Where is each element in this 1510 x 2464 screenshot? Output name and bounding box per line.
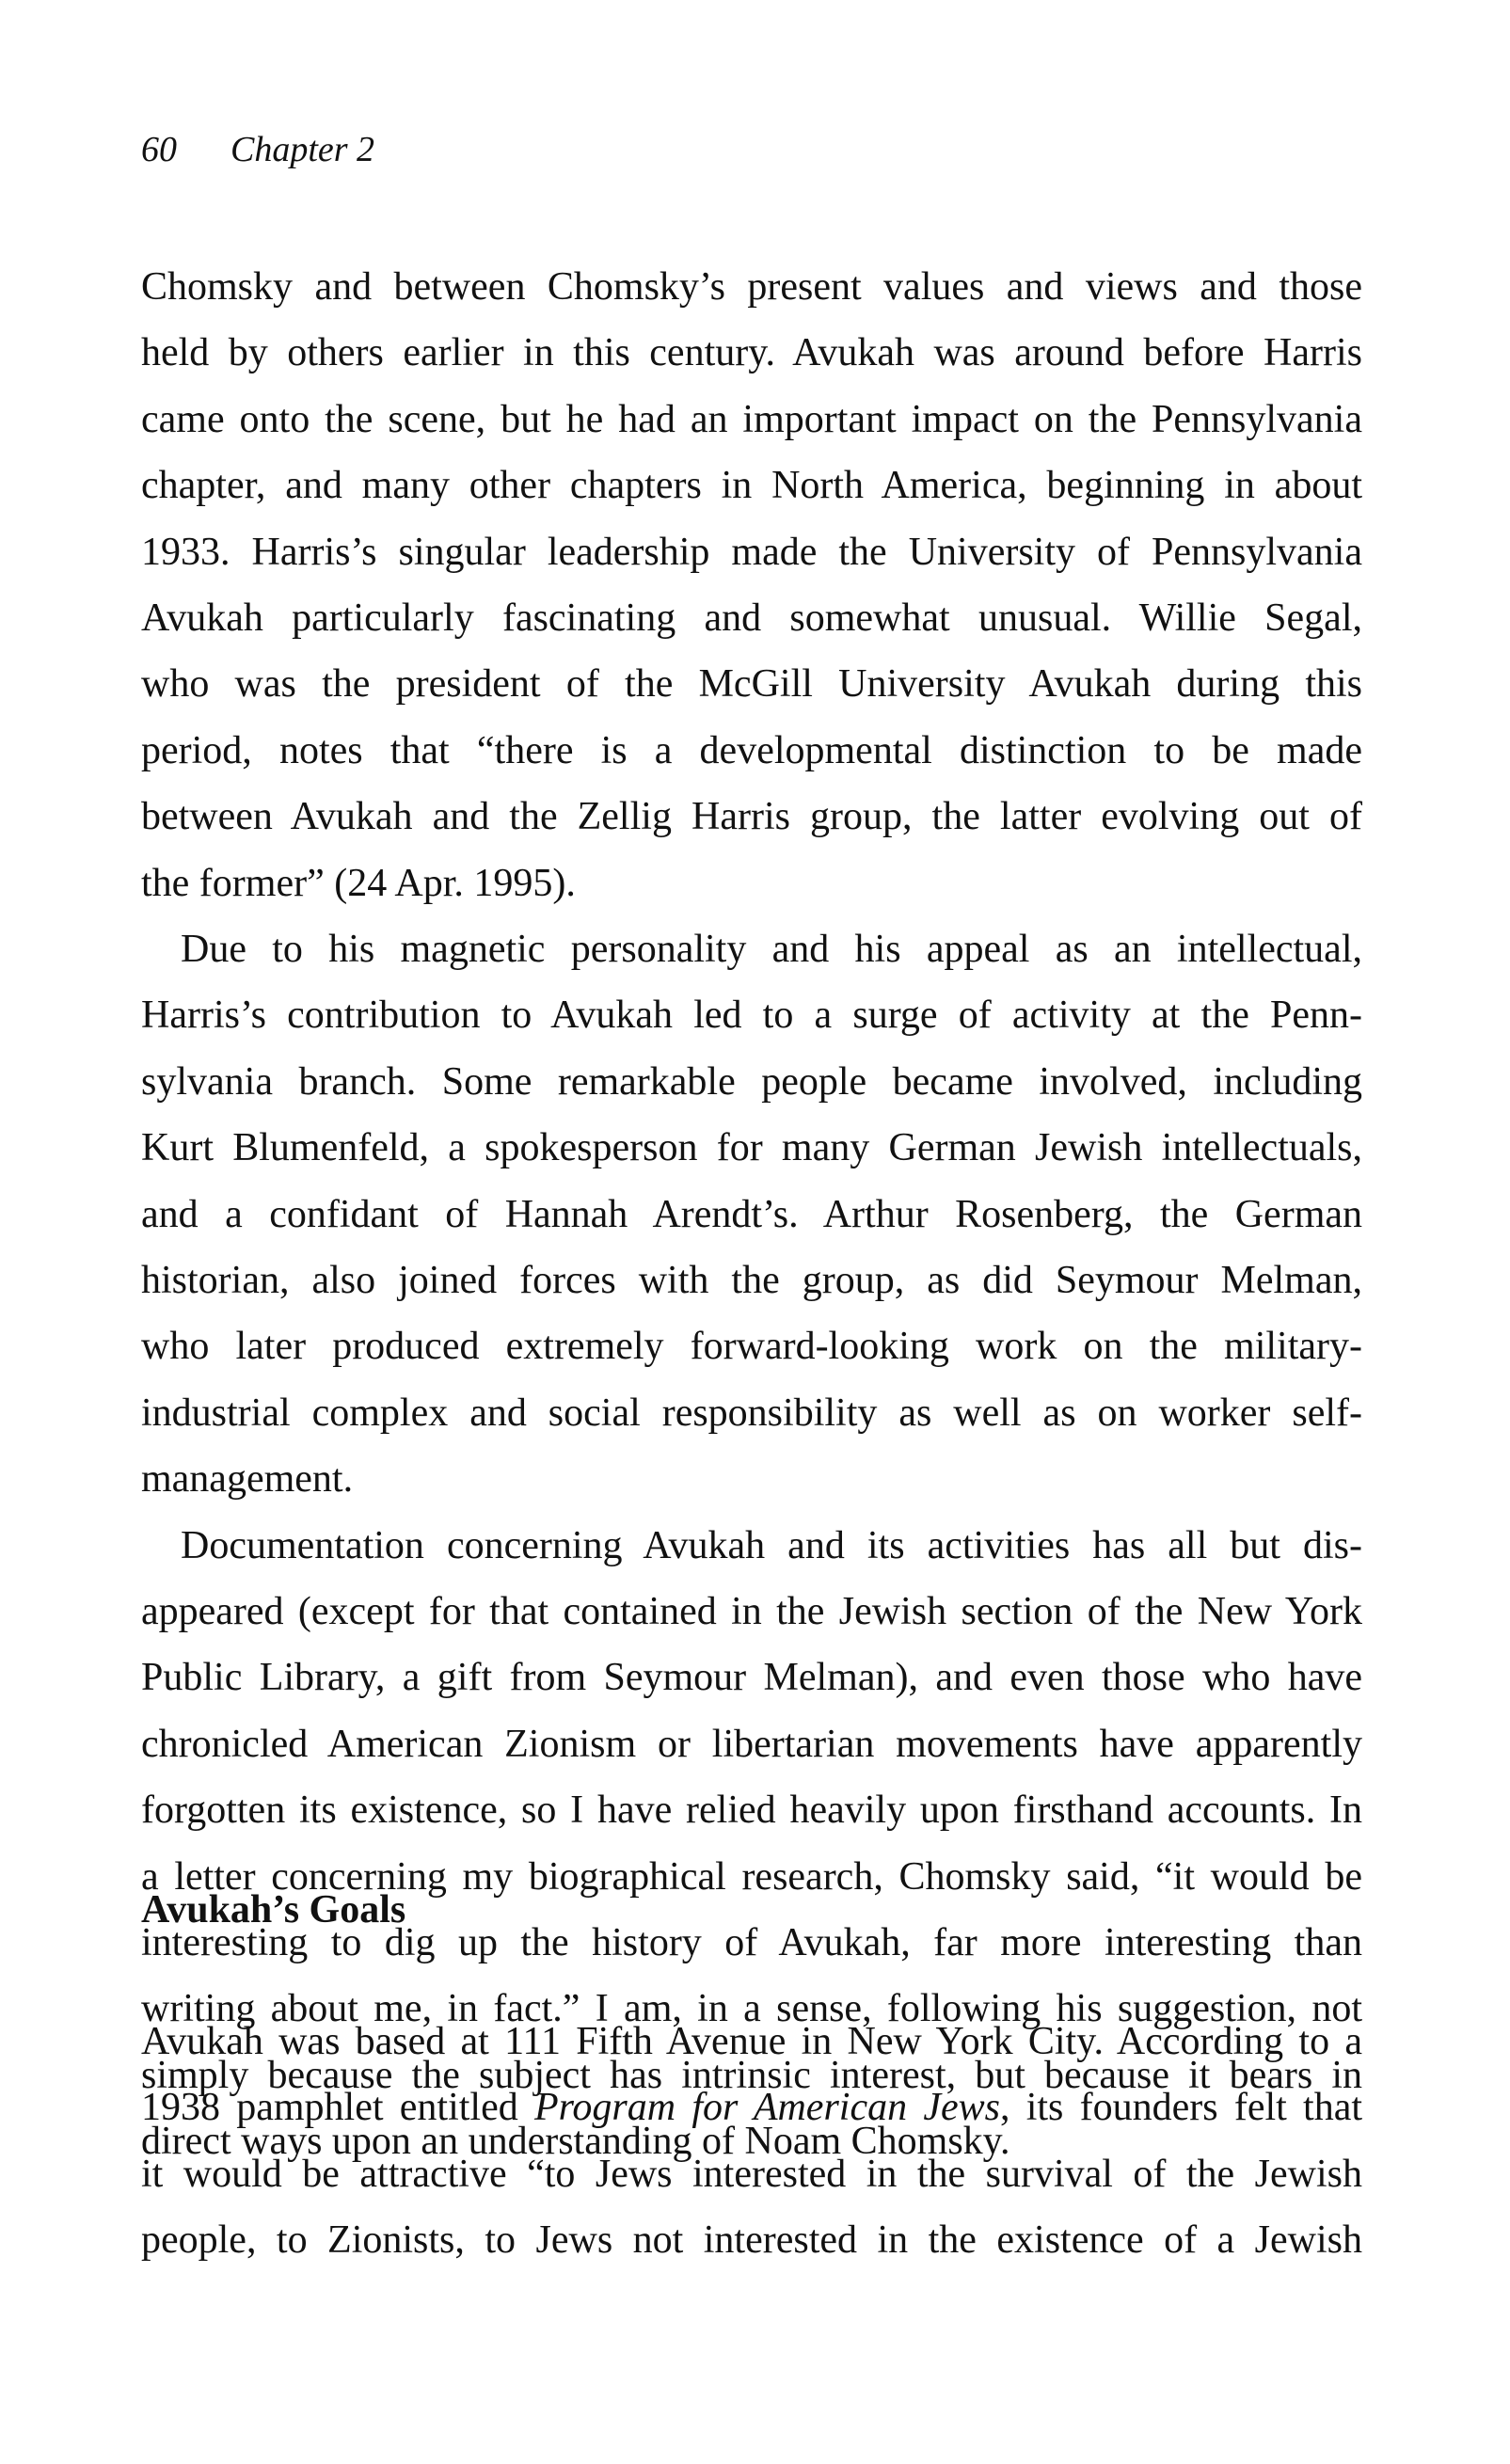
text-line: simply because the subject has intrinsic interest, but because it bears in [141,2054,1362,2097]
text-line: it would be attractive “to Jews interested in the survival of the Jewish [141,2153,1362,2196]
text-line [141,2079,1362,2136]
text-line: chronicled American Zionism or libertarian movements have apparently [141,1723,1362,1766]
page-number: 60 [141,130,177,169]
text-line: and a confidant of Hannah Arendt’s. Arthur Rosenberg, the German [141,1193,1362,1236]
text-line: Kurt Blumenfeld, a spokesperson for many German Jewish intellectuals, [141,1126,1362,1169]
text-line: who was the president of the McGill University Avukah during this [141,662,1362,706]
text-line: people, to Zionists, to Jews not interested in the existence of a Jewish [141,2218,1362,2262]
text-line: Documentation concerning Avukah and its activities has all but dis- [181,1524,1362,1567]
text-line: sylvania branch. Some remarkable people became involved, including [141,1060,1362,1104]
text-line: direct ways upon an understanding of Noam Chomsky. [141,2120,1010,2163]
pamphlet-title: Program for American Jews [533,2086,1000,2129]
text-line: period, notes that “there is a developmental distinction to be made [141,729,1362,772]
text-line: between Avukah and the Zellig Harris group, the latter evolving out of [141,795,1362,838]
text-line: held by others earlier in this century. Avukah was around before Harris [141,331,1362,374]
text-line: interesting to dig up the history of Avukah, far more interesting than [141,1921,1362,1964]
text-line: Public Library, a gift from Seymour Melman), and even those who have [141,1656,1362,1699]
text-line: historian, also joined forces with the group, as did Seymour Melman, [141,1259,1362,1302]
text-line: Harris’s contribution to Avukah led to a surge of activity at the Penn- [141,994,1362,1037]
text-line: who later produced extremely forward-looking work on the military- [141,1325,1362,1368]
text-line: came onto the scene, but he had an important impact on the Pennsylvania [141,398,1362,441]
text-line: industrial complex and social responsibility as well as on worker self- [141,1391,1362,1435]
text-span: , its founders felt that [999,2086,1363,2129]
text-line: appeared (except for that contained in the Jewish section of the New York [141,1590,1362,1633]
text-line: Avukah particularly fascinating and somewhat unusual. Willie Segal, [141,596,1362,640]
text-line: a letter concerning my biographical research, Chomsky said, “it would be [141,1855,1362,1899]
text-line: chapter, and many other chapters in North America, beginning in about [141,464,1362,507]
text-line: Due to his magnetic personality and his appeal as an intellectual, [181,928,1362,971]
text-line: Chomsky and between Chomsky’s present values and views and those [141,265,1362,309]
text-line: Avukah was based at 111 Fifth Avenue in New York City. According to a [141,2020,1362,2063]
text-line: management. [141,1457,354,1501]
section-heading: Avukah’s Goals [141,1888,406,1931]
running-head [141,132,374,167]
text-line: writing about me, in fact.” I am, in a sense, following his suggestion, not [141,1987,1362,2030]
text-line: 1933. Harris’s singular leadership made the University of Pennsylvania [141,531,1362,574]
text-span: 1938 pamphlet entitled [141,2086,534,2129]
text-line: the former” (24 Apr. 1995). [141,862,576,905]
text-line: forgotten its existence, so I have relied heavily upon firsthand accounts. In [141,1788,1362,1832]
chapter-title: Chapter 2 [230,130,375,169]
